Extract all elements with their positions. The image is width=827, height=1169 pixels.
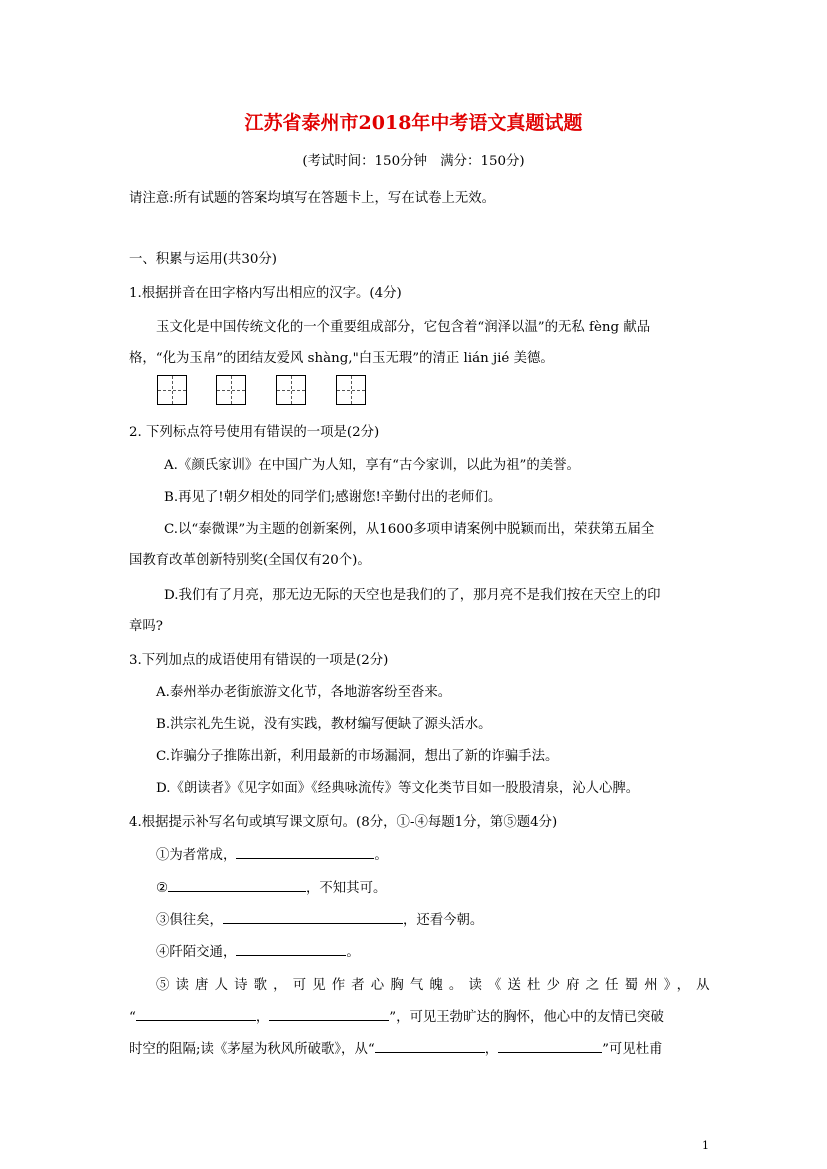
q4-item-2 xyxy=(156,877,386,896)
section-heading: 一、积累与运用(共30分) xyxy=(129,252,278,267)
tianzige-box-3[interactable] xyxy=(276,375,306,405)
q2-option-c-line-2: 国教育改革创新特别奖(全国仅有20个)。 xyxy=(129,553,371,568)
comma: ， xyxy=(484,1042,499,1057)
q2-option-b: B.再见了!朝夕相处的同学们;感谢您!辛勤付出的老师们。 xyxy=(164,490,502,505)
q4-item-4-prefix: ④阡陌交通， xyxy=(156,945,237,960)
q4-item-2-blank[interactable] xyxy=(168,877,306,892)
q4-item-4 xyxy=(156,941,360,960)
tianzige-box-2[interactable] xyxy=(216,375,246,405)
q4-item-2-suffix: ，不知其可。 xyxy=(306,881,387,896)
q1-passage-line-2: 格，“化为玉帛”的团结友爱风 shàng,"白玉无瑕”的清正 lián jié 美德。 xyxy=(129,351,554,366)
q3-option-c: C.诈骗分子推陈出新，利用最新的市场漏洞，想出了新的诈骗手法。 xyxy=(156,749,559,764)
q4-item-1-suffix: 。 xyxy=(374,848,388,863)
q4-item-2-prefix: ② xyxy=(156,881,169,896)
q4-item-5-blank-4[interactable] xyxy=(498,1038,602,1053)
q4-item-5-line-2-text: ”，可见王勃旷达的胸怀，他心中的友情已突破 xyxy=(389,1010,664,1025)
q4-item-5-line-2 xyxy=(129,1006,664,1025)
q3-stem: 3.下列加点的成语使用有错误的一项是(2分) xyxy=(129,653,389,668)
q3-option-d: D.《朗读者》《见字如面》《经典咏流传》等文化类节目如一股股清泉，沁人心脾。 xyxy=(156,781,640,796)
q4-item-1-blank[interactable] xyxy=(236,844,374,859)
page-number: 1 xyxy=(702,1139,709,1152)
q4-item-4-suffix: 。 xyxy=(346,945,360,960)
q4-item-4-blank[interactable] xyxy=(236,941,346,956)
q4-item-5-line-1: ⑤读唐人诗歌，可见作者心胸气魄。读《送杜少府之任蜀州》，从 xyxy=(156,978,712,993)
q4-item-5-line-3-prefix: 时空的阻隔;读《茅屋为秋风所破歌》，从“ xyxy=(129,1042,375,1057)
q4-stem: 4.根据提示补写名句或填写课文原句。(8分，①-④每题1分，第⑤题4分) xyxy=(129,815,558,830)
q2-option-d-line-2: 章吗? xyxy=(129,619,163,634)
exam-info: (考试时间：150分钟 满分：150分) xyxy=(302,154,525,169)
q4-item-5-blank-3[interactable] xyxy=(375,1038,485,1053)
q4-item-3 xyxy=(156,909,483,928)
q3-option-b: B.洪宗礼先生说，没有实践，教材编写便缺了源头活水。 xyxy=(156,717,492,732)
q2-option-a: A.《颜氏家训》在中国广为人知，享有“古今家训，以此为祖”的美誉。 xyxy=(164,458,580,473)
open-quote: “ xyxy=(129,1010,136,1025)
q4-item-1 xyxy=(156,844,388,863)
q4-item-5-blank-2[interactable] xyxy=(269,1006,389,1021)
q4-item-5-line-3-suffix: ”可见杜甫 xyxy=(602,1042,663,1057)
q4-item-3-blank[interactable] xyxy=(223,909,403,924)
q1-stem: 1.根据拼音在田字格内写出相应的汉字。(4分) xyxy=(129,286,402,301)
q4-item-1-prefix: ①为者常成， xyxy=(156,848,237,863)
notice: 请注意:所有试题的答案均填写在答题卡上，写在试卷上无效。 xyxy=(129,191,496,206)
q4-item-5-line-3 xyxy=(129,1038,663,1057)
q3-option-a: A.泰州举办老街旅游文化节，各地游客纷至沓来。 xyxy=(156,685,452,700)
q4-item-5-blank-1[interactable] xyxy=(136,1006,256,1021)
q2-option-d-line-1: D.我们有了月亮，那无边无际的天空也是我们的了，那月亮不是我们按在天空上的印 xyxy=(164,588,661,603)
q4-item-3-prefix: ③俱往矣， xyxy=(156,913,223,928)
tianzige-box-4[interactable] xyxy=(336,375,366,405)
q2-option-c-line-1: C.以“泰微课”为主题的创新案例，从1600多项申请案例中脱颖而出，荣获第五届全 xyxy=(164,522,655,537)
q2-stem: 2. 下列标点符号使用有错误的一项是(2分) xyxy=(129,425,380,440)
tianzige-box-1[interactable] xyxy=(157,375,187,405)
q4-item-3-suffix: ，还看今朝。 xyxy=(402,913,484,928)
q1-passage-line-1: 玉文化是中国传统文化的一个重要组成部分，它包含着“润泽以温”的无私 fèng 献品 xyxy=(156,320,651,335)
comma: ， xyxy=(255,1010,270,1025)
page-title: 江苏省泰州市2018年中考语文真题试题 xyxy=(244,112,583,134)
